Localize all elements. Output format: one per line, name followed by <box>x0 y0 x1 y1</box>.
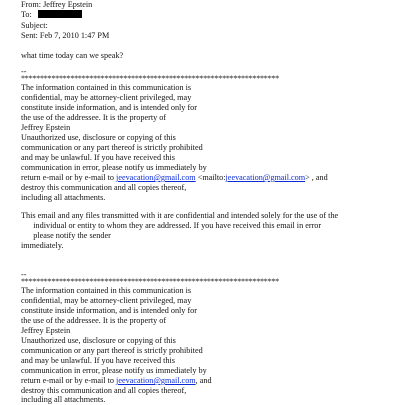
notice-line: confidential, may be attorney-client privileged, may <box>21 296 192 305</box>
from-label: From: <box>21 0 42 9</box>
footer-notice-line: immediately. <box>21 241 64 250</box>
footer-notice-line: This email and any files transmitted with it are confidential and intended solely for the use of the <box>21 211 339 220</box>
notice-line: Jeffrey Epstein <box>21 123 71 132</box>
return-email-line: return e-mail or by e-mail to jeevacation@gmail.com, and <box>21 376 212 385</box>
notice-line: the use of the addressee. It is the property of <box>21 316 167 325</box>
from-value: Jeffrey Epstein <box>43 0 93 9</box>
notice-line: destroy this communication and all copies thereof, <box>21 183 187 192</box>
email-link[interactable]: jeevacation@gmail.com <box>116 173 196 182</box>
notice-line: including all attachments. <box>21 193 106 202</box>
notice-line: constitute inside information, and is intended only for <box>21 306 197 315</box>
separator-line: ******************************************************************** <box>21 74 279 83</box>
from-line <box>21 0 92 10</box>
return-email-line: return e-mail or by e-mail to jeevacation@gmail.com <mailto:jeevacation@gmail.com> , and <box>21 173 328 182</box>
notice-line: the use of the addressee. It is the property of <box>21 113 167 122</box>
signature-dashes: -- <box>21 270 27 279</box>
to-line <box>21 10 82 20</box>
signature-dashes: -- <box>21 67 27 76</box>
notice-line: communication in error, please notify us immediately by <box>21 366 207 375</box>
separator-line: ******************************************************************** <box>21 277 279 286</box>
to-label: To: <box>21 10 32 19</box>
notice-line: The information contained in this communication is <box>21 286 192 295</box>
notice-line: and may be unlawful. If you have received this <box>21 356 175 365</box>
notice-line: Unauthorized use, disclosure or copying of this <box>21 133 176 142</box>
message-text: what time today can we speak? <box>21 51 124 60</box>
footer-notice-line: please notify the sender <box>21 231 111 240</box>
email-link[interactable]: jeevacation@gmail.com <box>116 376 196 385</box>
redaction-box <box>38 10 82 18</box>
notice-line: communication in error, please notify us immediately by <box>21 163 207 172</box>
subject-label: Subject: <box>21 21 48 30</box>
notice-line: Unauthorized use, disclosure or copying of this <box>21 336 176 345</box>
notice-line: and may be unlawful. If you have received this <box>21 153 175 162</box>
notice-line: Jeffrey Epstein <box>21 326 71 335</box>
footer-notice-line: individual or entity to whom they are addressed. If you have received this email in error <box>21 221 322 230</box>
notice-line: including all attachments. <box>21 395 106 404</box>
sent-line <box>21 31 109 41</box>
notice-line: The information contained in this communication is <box>21 83 192 92</box>
notice-line: constitute inside information, and is intended only for <box>21 103 197 112</box>
notice-line: communication or any part thereof is strictly prohibited <box>21 346 203 355</box>
sent-value: Feb 7, 2010 1:47 PM <box>39 31 110 40</box>
sent-label: Sent: <box>21 31 38 40</box>
subject-line <box>21 21 48 31</box>
notice-line: communication or any part thereof is strictly prohibited <box>21 143 203 152</box>
notice-line: destroy this communication and all copies thereof, <box>21 386 187 395</box>
mailto-link[interactable]: jeevacation@gmail.com <box>225 173 306 182</box>
notice-line: confidential, may be attorney-client privileged, may <box>21 93 192 102</box>
